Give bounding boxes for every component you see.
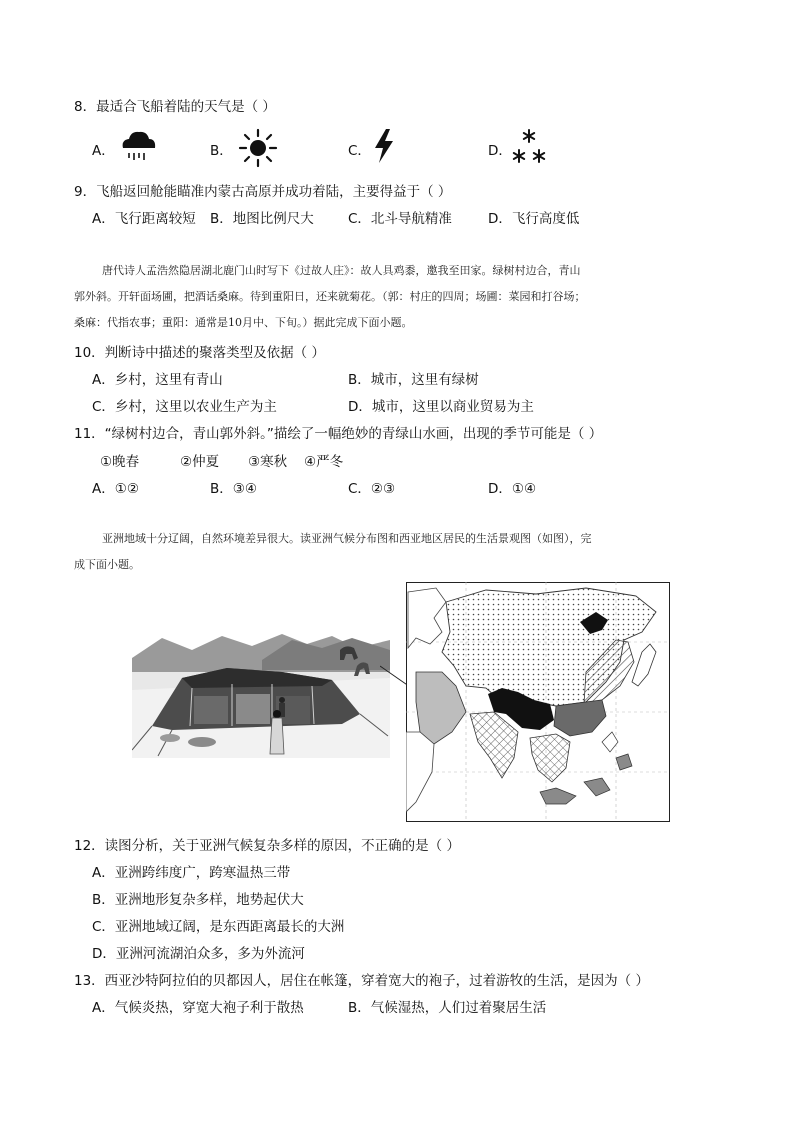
- question-10-option-d[interactable]: D．城市，这里以商业贸易为主: [348, 399, 534, 415]
- question-12-option-b[interactable]: B．亚洲地形复杂多样，地势起伏大: [92, 892, 304, 908]
- question-9-option-c[interactable]: C．北斗导航精准: [348, 211, 452, 227]
- question-8-option-a[interactable]: A．: [92, 143, 115, 159]
- question-8-option-c[interactable]: C．: [348, 143, 371, 159]
- question-11-stem: 11．“绿树村边合，青山郭外斜。”描绘了一幅绝妙的青绿山水画，出现的季节可能是（ ）: [74, 426, 603, 442]
- question-8-stem: 8．最适合飞船着陆的天气是（ ）: [74, 99, 276, 115]
- question-13-option-a[interactable]: A．气候炎热，穿宽大袍子利于散热: [92, 1000, 304, 1016]
- question-8-option-b[interactable]: B．: [210, 143, 233, 159]
- question-10-option-a[interactable]: A．乡村，这里有青山: [92, 372, 223, 388]
- question-11-option-d[interactable]: D．①④: [488, 481, 537, 497]
- question-8-option-d[interactable]: D．: [488, 143, 512, 159]
- question-12-stem: 12．读图分析，关于亚洲气候复杂多样的原因，不正确的是（ ）: [74, 838, 460, 854]
- question-10-stem: 10．判断诗中描述的聚落类型及依据（ ）: [74, 345, 325, 361]
- asia-climate-map: [406, 582, 670, 822]
- question-13-option-b[interactable]: B．气候湿热，人们过着聚居生活: [348, 1000, 547, 1016]
- sun-icon: [238, 128, 278, 168]
- passage-1-line-2: 郭外斜。开轩面场圃，把酒话桑麻。待到重阳日，还来就菊花。（郭：村庄的四周；场圃：菜园和打谷场；: [74, 290, 586, 303]
- passage-1-line-3: 桑麻：代指农事；重阳：通常是10月中、下旬。）据此完成下面小题。: [74, 316, 413, 329]
- bedouin-tent-illustration: [132, 630, 390, 758]
- rain-cloud-icon: [118, 128, 158, 164]
- question-12-option-c[interactable]: C．亚洲地域辽阔，是东西距离最长的大洲: [92, 919, 345, 935]
- lightning-icon: [372, 128, 396, 164]
- question-11-option-b[interactable]: B．③④: [210, 481, 257, 497]
- snow-icon: [510, 128, 548, 166]
- question-9-option-b[interactable]: B．地图比例尺大: [210, 211, 314, 227]
- question-11-choice-4: ④严冬: [304, 454, 344, 470]
- question-10-option-b[interactable]: B．城市，这里有绿树: [348, 372, 479, 388]
- question-13-stem: 13．西亚沙特阿拉伯的贝都因人，居住在帐篷，穿着宽大的袍子，过着游牧的生活，是因为（ ）: [74, 973, 649, 989]
- question-9-stem: 9．飞船返回舱能瞄准内蒙古高原并成功着陆，主要得益于（ ）: [74, 184, 452, 200]
- question-12-option-d[interactable]: D．亚洲河流湖泊众多，多为外流河: [92, 946, 305, 962]
- passage-1-line-1: 唐代诗人孟浩然隐居湖北鹿门山时写下《过故人庄》：故人具鸡黍，邀我至田家。绿树村边合，青山: [102, 264, 581, 277]
- question-9-option-a[interactable]: A．飞行距离较短: [92, 211, 196, 227]
- passage-2-line-1: 亚洲地域十分辽阔，自然环境差异很大。读亚洲气候分布图和西亚地区居民的生活景观图（如图），完: [102, 532, 592, 545]
- question-11-option-a[interactable]: A．①②: [92, 481, 139, 497]
- passage-2-line-2: 成下面小题。: [74, 558, 140, 571]
- question-10-option-c[interactable]: C．乡村，这里以农业生产为主: [92, 399, 277, 415]
- question-11-choice-2: ②仲夏: [180, 454, 220, 470]
- question-11-option-c[interactable]: C．②③: [348, 481, 396, 497]
- question-9-option-d[interactable]: D．飞行高度低: [488, 211, 580, 227]
- question-11-choice-1: ①晚春: [100, 454, 140, 470]
- question-11-choice-3: ③寒秋: [248, 454, 288, 470]
- question-12-option-a[interactable]: A．亚洲跨纬度广，跨寒温热三带: [92, 865, 291, 881]
